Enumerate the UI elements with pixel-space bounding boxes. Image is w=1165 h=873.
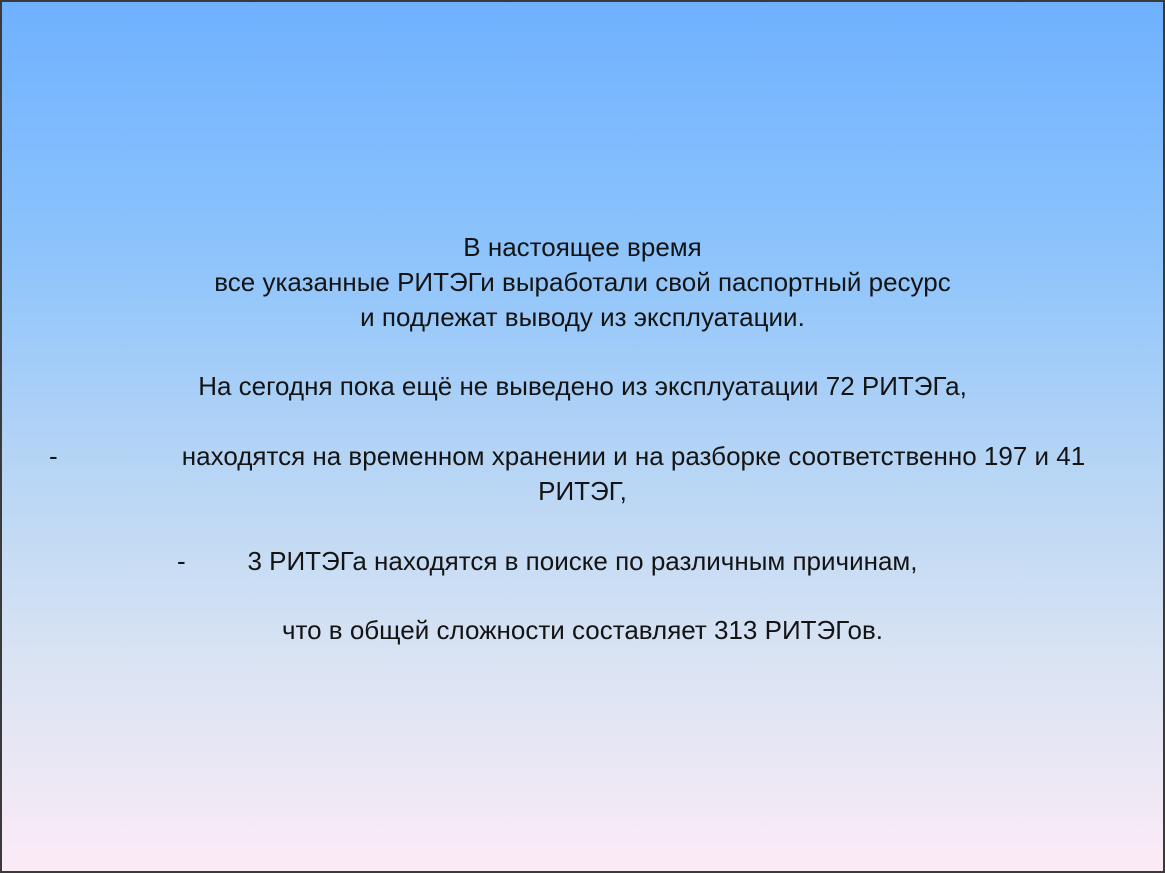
slide-text-line-5: находятся на временном хранении и на разборке соответственно 197 и 41 [181, 441, 1086, 471]
slide-text-line-7: 3 РИТЭГа находятся в поиске по различным причинам, [247, 546, 918, 576]
slide-text-line-2: все указанные РИТЭГи выработали свой паспортный ресурс [214, 267, 951, 297]
slide-text-line-8: что в общей сложности составляет 313 РИТЭГов. [281, 615, 884, 645]
slide-text-line-1: В настоящее время [463, 232, 702, 262]
slide-text-line-6: РИТЭГ, [538, 476, 627, 506]
slide-text-line-3: и подлежат выводу из эксплуатации. [360, 302, 805, 332]
bullet-dash-1: - [49, 441, 58, 471]
slide-text-line-4: На сегодня пока ещё не выведено из эксплуатации 72 РИТЭГа, [198, 371, 967, 401]
bullet-dash-2: - [177, 546, 186, 576]
